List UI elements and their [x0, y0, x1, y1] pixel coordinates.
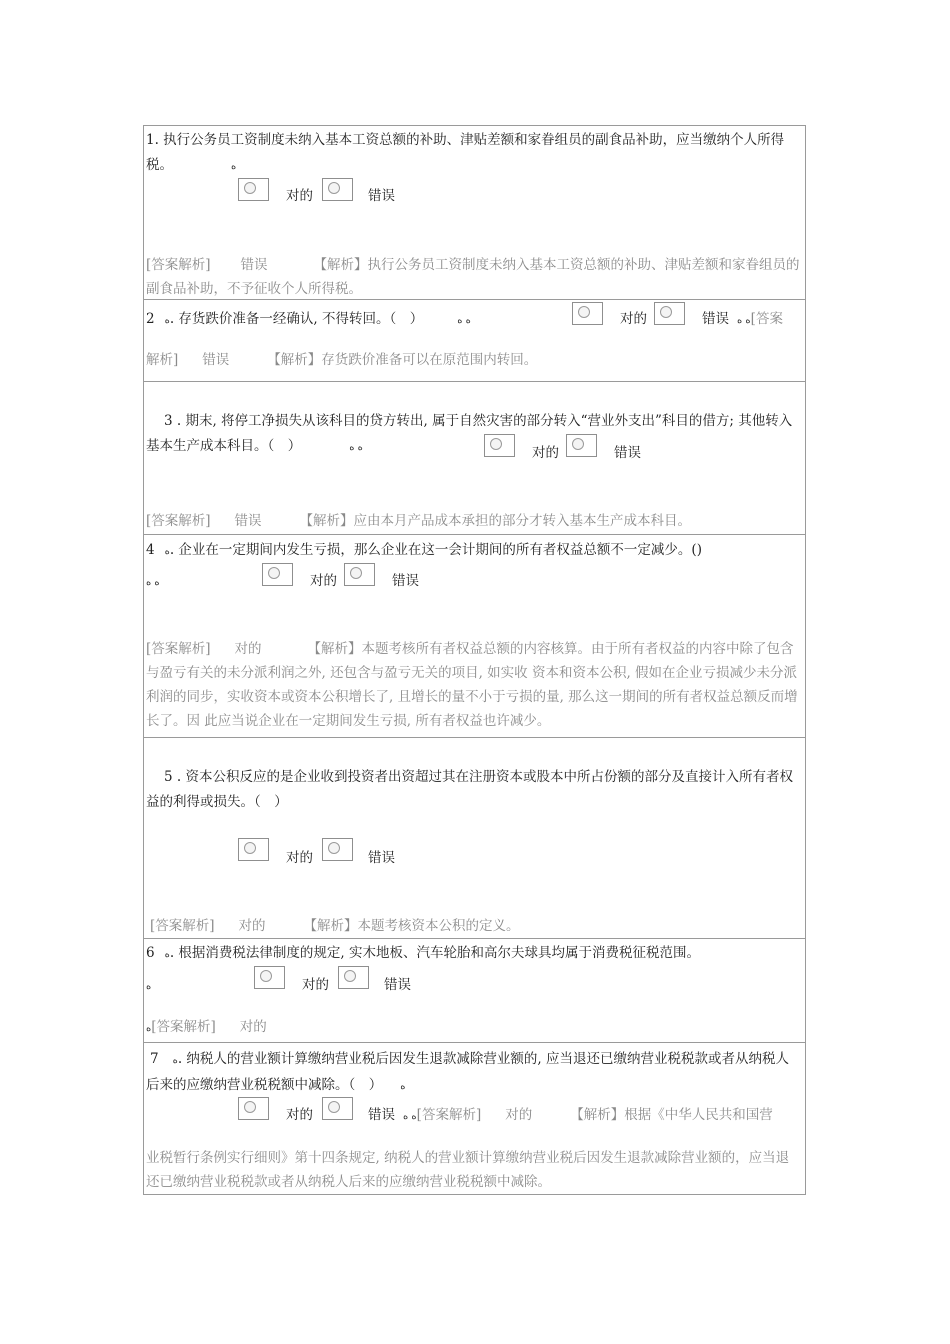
answer-label: [答案解析] [151, 1019, 216, 1035]
analysis-label: 【解析】 [307, 641, 362, 657]
radio-correct[interactable] [238, 178, 269, 201]
radio-wrong[interactable] [338, 966, 369, 989]
radio-wrong[interactable] [344, 563, 375, 586]
mark-icon: ه ه [403, 1111, 417, 1122]
radio-wrong[interactable] [322, 1097, 353, 1120]
option-correct-label: 对的 [620, 311, 647, 327]
question-2 [144, 300, 805, 382]
question-5 [144, 738, 805, 939]
question-text: 4 ه. 企业在一定期间内发生亏损，那么企业在这一会计期间的所有者权益总额不一定减少。() [146, 540, 702, 562]
question-7-trailer [368, 1105, 773, 1127]
answer-analysis [146, 253, 801, 301]
analysis-label: 【解析】 [570, 1107, 625, 1123]
analysis-label: 【解析】 [299, 513, 354, 529]
radio-correct[interactable] [238, 1097, 269, 1120]
analysis-label: 【解析】 [303, 918, 358, 934]
analysis-label: 【解析】 [267, 352, 322, 368]
mark-icon: ه ه [146, 577, 160, 588]
question-2-trailer [702, 309, 783, 331]
analysis-text: 业税暂行条例实行细则》第十四条规定, 纳税人的营业额计算缴纳营业税后因发生退款减除营业额的，应当退还已缴纳营业税税款或者从纳税人后来的应缴纳营业税税额中减除。 [146, 1150, 790, 1190]
answer-label-part2: 解析] [146, 352, 179, 368]
answer-label: [答案解析] [416, 1107, 482, 1123]
answer-value: 对的 [234, 641, 262, 657]
radio-wrong[interactable] [322, 838, 353, 861]
analysis-text: 执行公务员工资制度未纳入基本工资总额的补助、津贴差额和家眷组员的副食品补助，不予征收个人所得税。 [146, 257, 800, 297]
radio-correct[interactable] [254, 966, 285, 989]
mark-icon: ه ه [457, 315, 471, 326]
quiz-sheet [143, 125, 806, 1195]
mark-icon: ه [400, 1081, 406, 1092]
radio-correct[interactable] [238, 838, 269, 861]
answer-value: 错误 [240, 257, 268, 273]
mark-icon: ه [172, 1055, 178, 1066]
answer-value: 对的 [238, 918, 266, 934]
question-text: 7 ه. 纳税人的营业额计算缴纳营业税后因发生退款减除营业额的, 应当退还已缴纳营业税税款或者从纳税人后来的应缴纳营业税税额中减除。（ ） ه [146, 1047, 801, 1099]
radio-wrong[interactable] [566, 434, 597, 457]
question-6 [144, 939, 805, 1043]
option-correct-label: 对的 [286, 1107, 313, 1123]
answer-value: 错误 [234, 513, 262, 529]
mark-icon: ه [231, 161, 237, 172]
radio-correct[interactable] [572, 302, 603, 325]
mark-icon: ه [164, 949, 170, 960]
question-3 [144, 382, 805, 535]
mark-icon: ه [146, 1023, 152, 1034]
option-wrong-label: 错误 [702, 311, 729, 327]
analysis-head: 根据《中华人民共和国营 [624, 1107, 773, 1123]
question-7 [144, 1043, 805, 1194]
answer-analysis [150, 914, 801, 938]
answer-label-part1: [答案 [750, 311, 783, 327]
option-correct-label: 对的 [310, 573, 337, 589]
question-text: 2 ه. 存货跌价准备一经确认, 不得转回。（ ） ه ه [146, 309, 471, 331]
analysis-label: 【解析】 [313, 257, 368, 273]
mark-icon: ه [164, 315, 170, 326]
analysis-text: 存货跌价准备可以在原范围内转回。 [321, 352, 538, 368]
question-1 [144, 126, 805, 300]
option-correct-label: 对的 [286, 850, 313, 866]
question-text: 1. 执行公务员工资制度未纳入基本工资总额的补助、津贴差额和家眷组员的副食品补助，应当缴纳个人所得税。 ه [146, 128, 801, 179]
option-wrong-label: 错误 [392, 573, 419, 589]
option-correct-label: 对的 [286, 188, 313, 204]
answer-label: [答案解析] [146, 641, 211, 657]
mark-icon: ه [164, 546, 170, 557]
analysis-text: 本题考核所有者权益总额的内容核算。由于所有者权益的内容中除了包含与盈亏有关的未分派利润之外, 还包含与盈亏无关的项目, 如实收 资本和资本公积, 假如在企业亏损减少未分派利润的同步，实收资本或资本公积增长了, 且增长的量不小于亏损的量, 那么这一期间的所有者权益总额反而增长了。因 此应当说企业在一定期间发生亏损, 所有者权益也许减少。 [146, 641, 798, 729]
answer-analysis [146, 637, 801, 733]
mark-icon: ه ه [349, 442, 363, 453]
option-wrong-label: 错误 [368, 188, 395, 204]
answer-value: 对的 [239, 1019, 267, 1035]
answer-value: 对的 [505, 1107, 533, 1123]
answer-label: [答案解析] [146, 257, 211, 273]
option-correct-label: 对的 [532, 445, 559, 461]
answer-label: [答案解析] [150, 918, 215, 934]
question-text: 6 ه. 根据消费税法律制度的规定, 实木地板、汽车轮胎和高尔夫球具均属于消费税征税范围。 [146, 943, 700, 965]
option-correct-label: 对的 [302, 977, 329, 993]
option-wrong-label: 错误 [384, 977, 411, 993]
option-wrong-label: 错误 [368, 1107, 395, 1123]
radio-correct[interactable] [484, 434, 515, 457]
question-text: 3 . 期末, 将停工净损失从该科目的贷方转出, 属于自然灾害的部分转入“营业外支出”科目的借方; 其他转入基本生产成本科目。（ ） ه ه [146, 409, 801, 460]
answer-analysis [146, 509, 801, 533]
question-4 [144, 535, 805, 738]
answer-analysis [146, 1015, 801, 1041]
radio-correct[interactable] [262, 563, 293, 586]
radio-wrong[interactable] [322, 178, 353, 201]
answer-analysis [146, 348, 801, 372]
analysis-text: 应由本月产品成本承担的部分才转入基本生产成本科目。 [353, 513, 692, 529]
option-wrong-label: 错误 [368, 850, 395, 866]
answer-label: [答案解析] [146, 513, 211, 529]
mark-icon: ه [146, 981, 152, 992]
question-text: 5 . 资本公积反应的是企业收到投资者出资超过其在注册资本或股本中所占份额的部分及直接计入所有者权益的利得或损失。（ ） [146, 769, 793, 810]
analysis-text: 本题考核资本公积的定义。 [357, 918, 520, 934]
option-wrong-label: 错误 [614, 445, 641, 461]
answer-value: 错误 [202, 352, 230, 368]
radio-wrong[interactable] [654, 302, 685, 325]
mark-icon: ه ه [737, 315, 751, 326]
